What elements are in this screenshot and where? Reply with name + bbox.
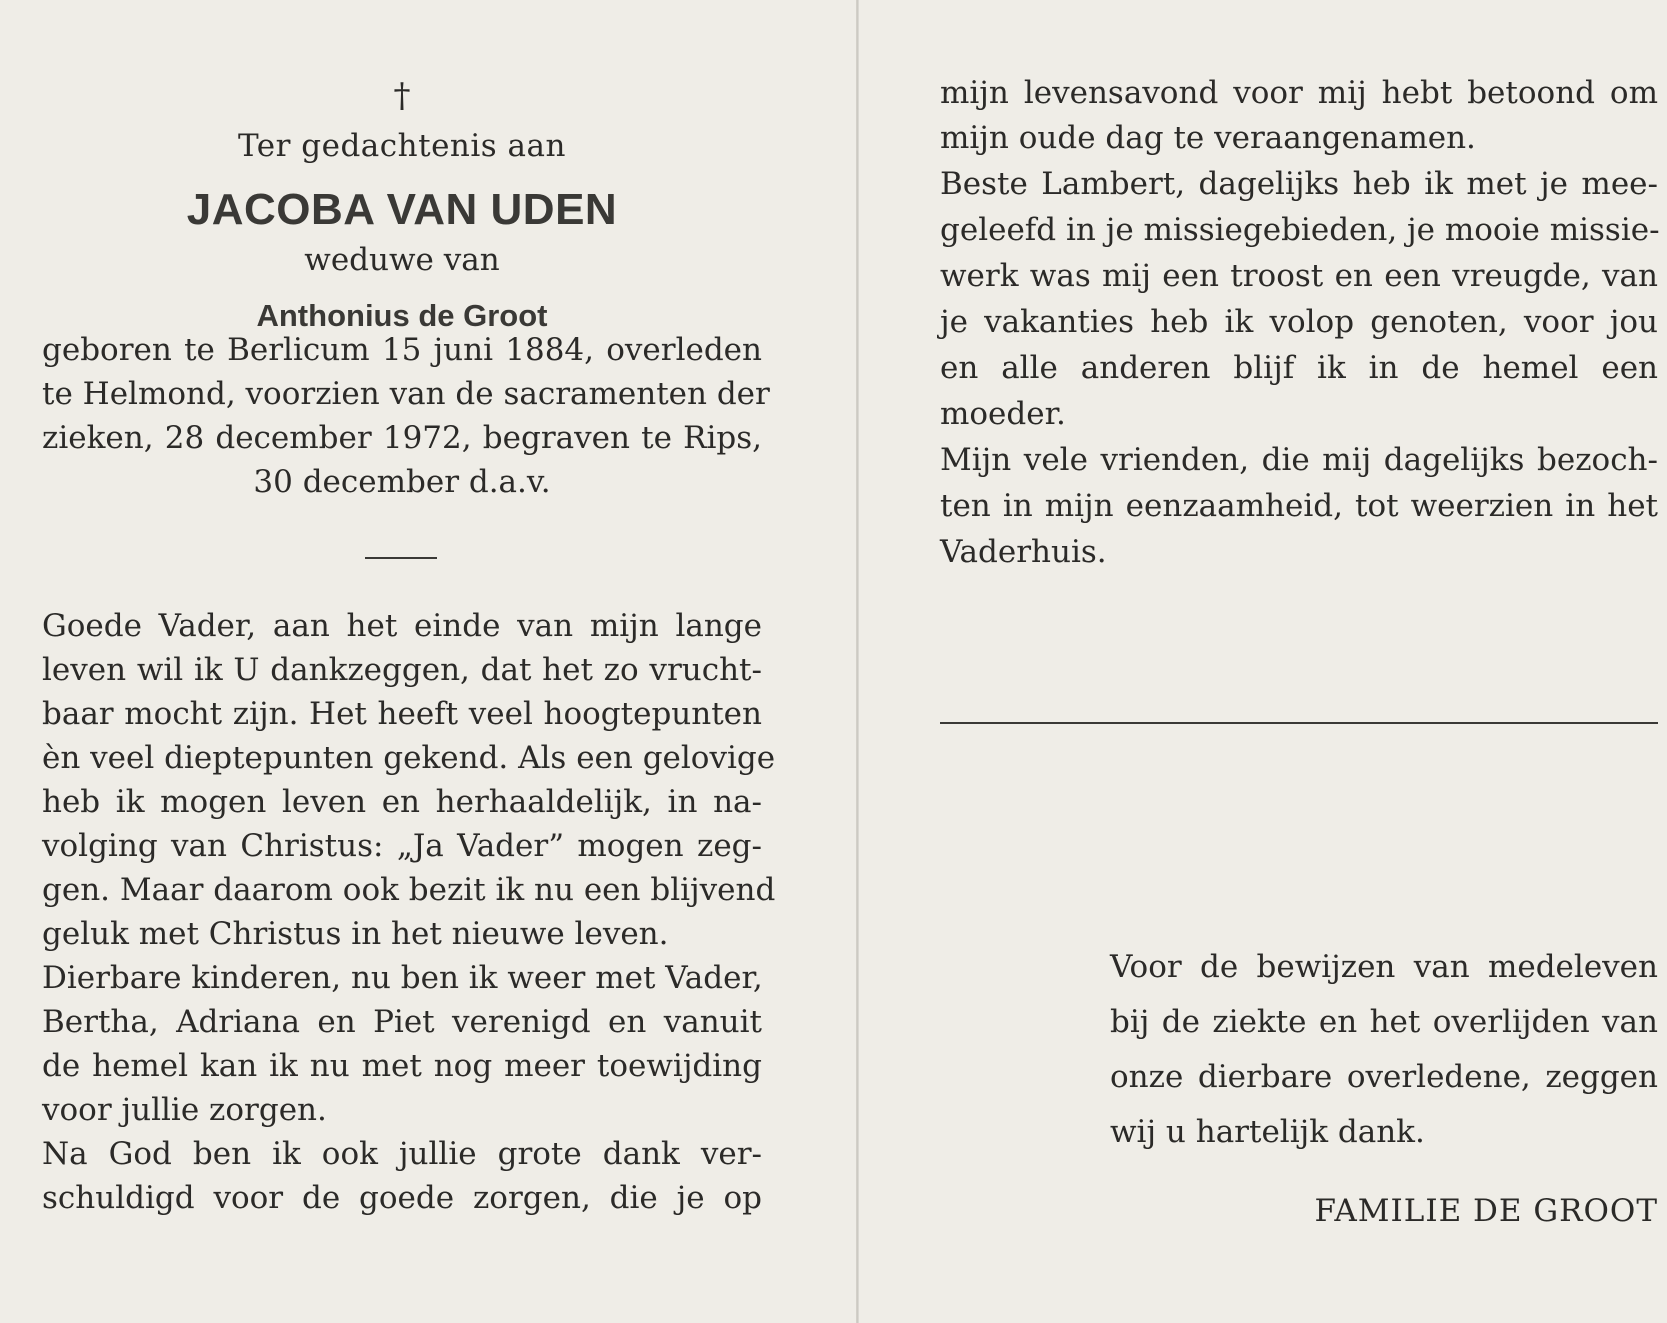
- thanks-line: Voor de bewijzen van medeleven: [1110, 949, 1658, 985]
- text-line: geleefd in je missiegebieden, je mooie missie-: [940, 212, 1660, 248]
- text-line: Mijn vele vrienden, die mij dagelijks bezoch-: [940, 442, 1658, 478]
- intro-text: Ter gedachtenis aan: [237, 128, 566, 164]
- text-line: Bertha, Adriana en Piet verenigd en vanuit: [42, 1004, 762, 1040]
- thanks-line: wij u hartelijk dank.: [1110, 1114, 1425, 1150]
- card-fold: [856, 0, 859, 1323]
- text-line: geluk met Christus in het nieuwe leven.: [42, 916, 669, 952]
- text-line: mijn oude dag te veraangenamen.: [940, 120, 1476, 156]
- biography-line: geboren te Berlicum 15 juni 1884, overleden: [42, 332, 762, 368]
- widow-text: weduwe van: [304, 242, 500, 278]
- thanks-line: bij de ziekte en het overlijden van: [1110, 1004, 1658, 1040]
- text-line: moeder.: [940, 396, 1066, 432]
- long-divider: [940, 722, 1658, 724]
- left-page: [42, 0, 776, 1323]
- text-line: leven wil ik U dankzeggen, dat het zo vrucht-: [42, 652, 762, 688]
- right-page: [940, 0, 1658, 1323]
- biography-line: te Helmond, voorzien van de sacramenten der: [42, 376, 770, 412]
- text-line: heb ik mogen leven en herhaaldelijk, in na-: [42, 784, 762, 820]
- text-line: ten in mijn eenzaamheid, tot weerzien in het: [940, 488, 1658, 524]
- short-divider: [365, 557, 437, 559]
- husband-name: Anthonius de Groot: [256, 298, 548, 333]
- text-line: schuldigd voor de goede zorgen, die je op: [42, 1180, 762, 1216]
- text-line: werk was mij een troost en een vreugde, van: [940, 258, 1658, 294]
- text-line: volging van Christus: „Ja Vader” mogen zeg-: [42, 828, 762, 864]
- text-line: en alle anderen blijf ik in de hemel een: [940, 350, 1658, 386]
- deceased-name: JACOBA VAN UDEN: [186, 185, 618, 234]
- text-line: de hemel kan ik nu met nog meer toewijding: [42, 1048, 762, 1084]
- text-line: Goede Vader, aan het einde van mijn lange: [42, 608, 762, 644]
- text-line: Beste Lambert, dagelijks heb ik met je mee-: [940, 166, 1658, 202]
- family-signature: FAMILIE DE GROOT: [1314, 1193, 1658, 1229]
- text-line: Na God ben ik ook jullie grote dank ver-: [42, 1136, 762, 1172]
- text-line: voor jullie zorgen.: [42, 1092, 327, 1128]
- text-line: Dierbare kinderen, nu ben ik weer met Vader,: [42, 960, 763, 996]
- text-line: mijn levensavond voor mij hebt betoond om: [940, 75, 1658, 111]
- text-line: Vaderhuis.: [940, 534, 1107, 570]
- biography-line: 30 december d.a.v.: [253, 464, 551, 500]
- cross-icon: †: [393, 76, 411, 116]
- biography-line: zieken, 28 december 1972, begraven te Rips,: [42, 420, 762, 456]
- thanks-line: onze dierbare overledene, zeggen: [1110, 1059, 1658, 1095]
- text-line: baar mocht zijn. Het heeft veel hoogtepunten: [42, 696, 762, 732]
- text-line: èn veel dieptepunten gekend. Als een gelovige: [42, 740, 776, 776]
- text-line: je vakanties heb ik volop genoten, voor jou: [940, 304, 1658, 340]
- text-line: gen. Maar daarom ook bezit ik nu een blijvend: [42, 872, 776, 908]
